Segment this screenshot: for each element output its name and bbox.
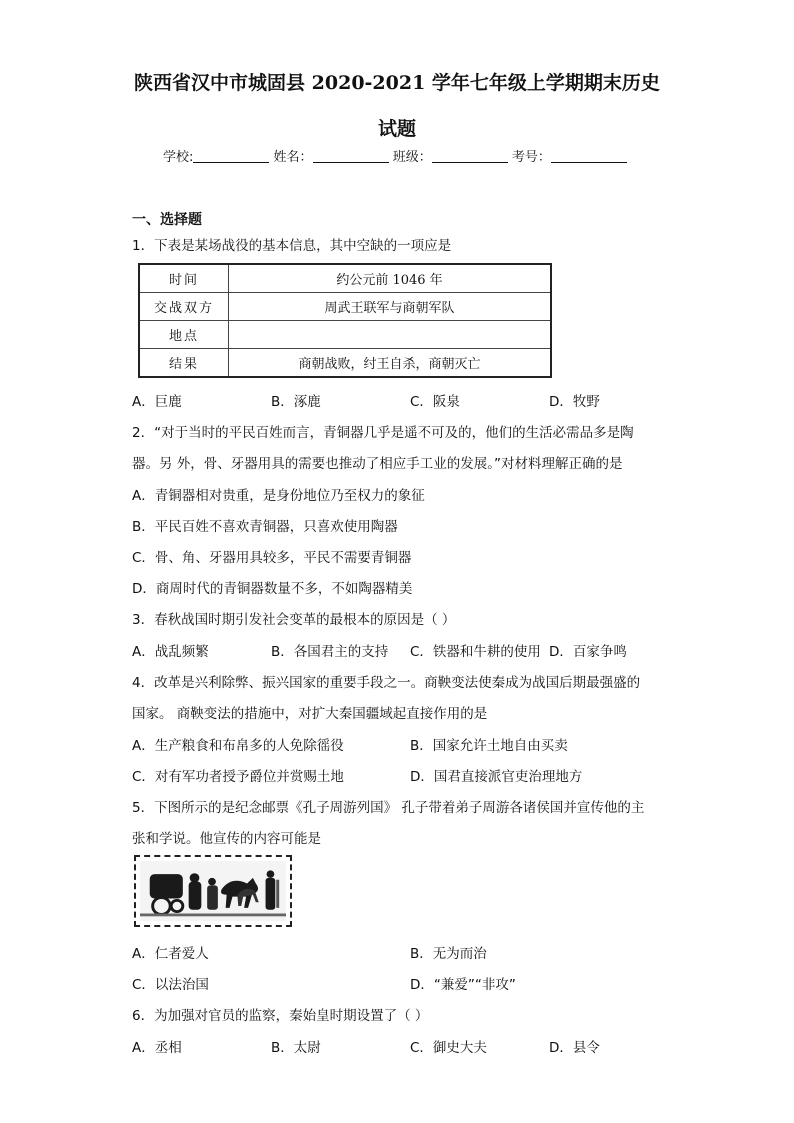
- q2-option-a[interactable]: A．青铜器相对贵重，是身份地位乃至权力的象征: [132, 488, 425, 504]
- q4-option-a[interactable]: A．生产粮食和布帛多的人免除徭役: [132, 738, 344, 754]
- table-row: [139, 264, 551, 293]
- q3-option-c[interactable]: C．铁器和牛耕的使用: [410, 644, 541, 660]
- table-row: [139, 321, 551, 349]
- table-cell-key: 结果: [139, 349, 229, 378]
- q2-stem-line1: 2．“对于当时的平民百姓而言，青铜器几乎是遥不可及的，他们的生活必需品多是陶: [132, 425, 634, 441]
- q2-option-c[interactable]: C．骨、角、牙器用具较多，平民不需要青铜器: [132, 550, 412, 566]
- q4-option-c[interactable]: C．对有军功者授予爵位并赏赐土地: [132, 769, 344, 785]
- q3-option-b[interactable]: B．各国君主的支持: [271, 644, 389, 660]
- table-cell-key: 交战双方: [139, 293, 229, 321]
- q3-option-a[interactable]: A．战乱频繁: [132, 644, 209, 660]
- q4-option-d[interactable]: D．国君直接派官吏治理地方: [410, 769, 583, 785]
- table-cell-key: 地点: [139, 321, 229, 349]
- q1-stem: 1．下表是某场战役的基本信息，其中空缺的一项应是: [132, 238, 452, 254]
- q5-option-b[interactable]: B．无为而治: [410, 946, 487, 962]
- q6-option-b[interactable]: B．太尉: [271, 1040, 321, 1056]
- q3-stem: 3．春秋战国时期引发社会变革的最根本的原因是（ ）: [132, 612, 456, 628]
- table-cell-key: 时间: [139, 264, 229, 293]
- q1-option-a[interactable]: A．巨鹿: [132, 394, 182, 410]
- exam-title-line1: 陕西省汉中市城固县 2020-2021 学年七年级上学期期末历史: [134, 72, 660, 94]
- exam-no-label: 考号：: [511, 150, 551, 165]
- student-info-row: [163, 146, 627, 165]
- q3-option-d[interactable]: D．百家争鸣: [549, 644, 627, 660]
- table-row: [139, 349, 551, 378]
- q1-option-c[interactable]: C．阪泉: [410, 394, 460, 410]
- table-row: [139, 293, 551, 321]
- q5-stem-line2: 张和学说。他宣传的内容可能是: [132, 831, 321, 847]
- q4-stem-line2: 国家。 商鞅变法的措施中，对扩大秦国疆域起直接作用的是: [132, 706, 488, 722]
- exam-no-blank[interactable]: [551, 148, 627, 163]
- q2-option-b[interactable]: B．平民百姓不喜欢青铜器，只喜欢使用陶器: [132, 519, 398, 535]
- q2-stem-line2: 器。另 外，骨、牙器用具的需要也推动了相应手工业的发展。”对材料理解正确的是: [132, 456, 623, 472]
- section-title: 一、选择题: [132, 212, 202, 228]
- class-label: 班级：: [392, 150, 432, 165]
- name-label: 姓名：: [273, 150, 313, 165]
- q5-stem-line1: 5．下图所示的是纪念邮票《孔子周游列国》 孔子带着弟子周游各诸侯国并宣传他的主: [132, 800, 645, 816]
- table-cell-value: [229, 321, 552, 349]
- q4-option-b[interactable]: B．国家允许土地自由买卖: [410, 738, 568, 754]
- table-cell-value: 商朝战败，纣王自杀，商朝灭亡: [229, 349, 552, 378]
- q1-battle-table: [138, 263, 552, 378]
- exam-title-line2: 试题: [377, 118, 416, 140]
- table-cell-value: 周武王联军与商朝军队: [229, 293, 552, 321]
- q2-option-d[interactable]: D．商周时代的青铜器数量不多，不如陶器精美: [132, 581, 413, 597]
- q6-stem: 6．为加强对官员的监察，秦始皇时期设置了（ ）: [132, 1008, 429, 1024]
- class-blank[interactable]: [432, 148, 508, 163]
- stamp-illustration: [140, 861, 286, 921]
- q1-option-b[interactable]: B．涿鹿: [271, 394, 321, 410]
- name-blank[interactable]: [313, 148, 389, 163]
- q4-stem-line1: 4．改革是兴利除弊、振兴国家的重要手段之一。商鞅变法使秦成为战国后期最强盛的: [132, 675, 641, 691]
- table-cell-value: 约公元前 1046 年: [229, 264, 552, 293]
- school-blank[interactable]: [193, 148, 269, 163]
- q6-option-a[interactable]: A．丞相: [132, 1040, 182, 1056]
- q1-option-d[interactable]: D．牧野: [549, 394, 600, 410]
- q6-option-c[interactable]: C．御史大夫: [410, 1040, 487, 1056]
- confucius-stamp-image: [134, 855, 292, 927]
- school-label: 学校:: [163, 150, 194, 165]
- q5-option-c[interactable]: C．以法治国: [132, 977, 209, 993]
- q5-option-a[interactable]: A．仁者爱人: [132, 946, 209, 962]
- q6-option-d[interactable]: D．县令: [549, 1040, 600, 1056]
- q5-option-d[interactable]: D．“兼爱”“非攻”: [410, 977, 516, 993]
